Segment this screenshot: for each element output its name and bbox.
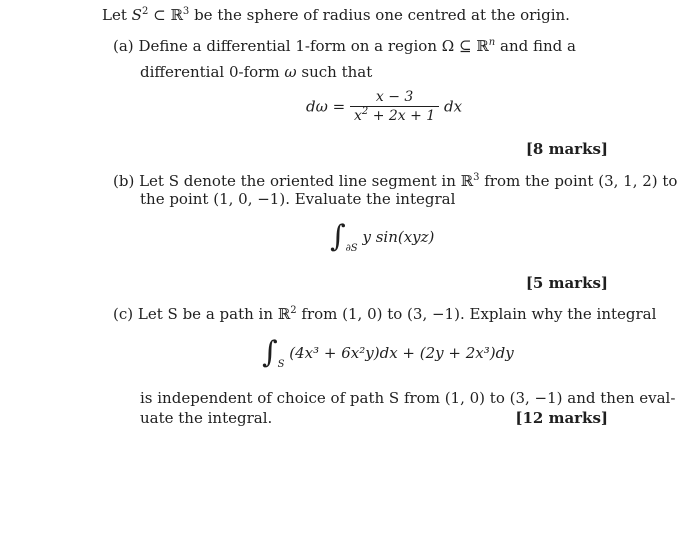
integral-sign-b: ∫ — [330, 219, 346, 254]
part-b-label: (b) — [113, 172, 135, 190]
part-a-exponent: n — [488, 37, 496, 48]
part-c-integral — [262, 335, 514, 370]
fraction-denominator — [350, 107, 439, 125]
denominator-x: x — [353, 108, 362, 124]
integrand-c: (4x³ + 6x²y)dx + (2y + 2x³)dy — [289, 344, 514, 362]
part-a-line-2 — [140, 63, 372, 81]
part-b-text-2: the point (1, 0, −1). Evaluate the integral — [140, 190, 456, 208]
part-c-line-1 — [113, 305, 656, 323]
part-c-text-3: is independent of choice of path S from (1, 0) to (3, −1) and then eval- — [140, 389, 676, 407]
part-b-text-1: Let S denote the oriented line segment in ℝ — [139, 172, 474, 190]
equation-fraction — [350, 88, 439, 125]
part-c-text-4: uate the integral. — [140, 409, 273, 427]
part-a-text-1: Define a differential 1-form on a region Ω ⊆ ℝ — [138, 37, 489, 55]
part-c-text-1-end: from (1, 0) to (3, −1). Explain why the integral — [301, 305, 657, 323]
part-a-marks-text: [8 marks] — [525, 140, 608, 158]
integral-subscript-c: S — [277, 359, 285, 370]
part-b-marks — [526, 274, 608, 292]
part-b-line-2 — [140, 190, 455, 208]
omega-symbol: ω — [284, 63, 297, 81]
subset-symbol: ⊂ — [153, 6, 166, 24]
intro-prefix: Let — [102, 6, 127, 24]
part-c-marks-text: [12 marks] — [515, 409, 608, 427]
fraction-numerator: x − 3 — [350, 88, 439, 107]
part-b-text-1-end: from the point (3, 1, 2) to — [484, 172, 678, 190]
equation-lhs: dω = — [306, 97, 346, 116]
space-symbol: ℝ — [170, 6, 183, 24]
part-b-line-1 — [113, 172, 677, 190]
sphere-exponent: 2 — [141, 6, 149, 17]
part-c-label: (c) — [113, 305, 134, 323]
intro-line — [102, 6, 570, 24]
part-a-text-1-end: and find a — [500, 37, 576, 55]
integrand-b: y sin(xyz) — [362, 228, 435, 246]
part-c-exponent: 2 — [290, 305, 297, 316]
space-exponent: 3 — [182, 6, 190, 17]
part-a-text-2: differential 0-form — [140, 63, 280, 81]
intro-text: be the sphere of radius one centred at the origin. — [194, 6, 570, 24]
part-b-exponent: 3 — [473, 172, 480, 183]
part-c-line-3 — [140, 389, 675, 407]
part-b-integral — [330, 219, 435, 254]
part-a-line-1 — [113, 37, 576, 55]
part-c-line-4 — [140, 409, 272, 427]
integral-subscript-b: ∂S — [345, 243, 358, 254]
denominator-exponent: 2 — [361, 106, 369, 117]
part-c-marks — [515, 409, 608, 427]
sphere-symbol: S — [131, 6, 142, 24]
part-a-text-2-end: such that — [301, 63, 373, 81]
integral-sign-c: ∫ — [262, 335, 278, 370]
part-a-marks — [526, 140, 608, 158]
equation-rhs: dx — [444, 97, 463, 116]
part-a-equation — [306, 88, 462, 125]
denominator-rest: + 2x + 1 — [372, 108, 436, 124]
part-a-label: (a) — [113, 37, 134, 55]
part-b-marks-text: [5 marks] — [525, 274, 608, 292]
part-c-text-1: Let S be a path in ℝ — [137, 305, 291, 323]
